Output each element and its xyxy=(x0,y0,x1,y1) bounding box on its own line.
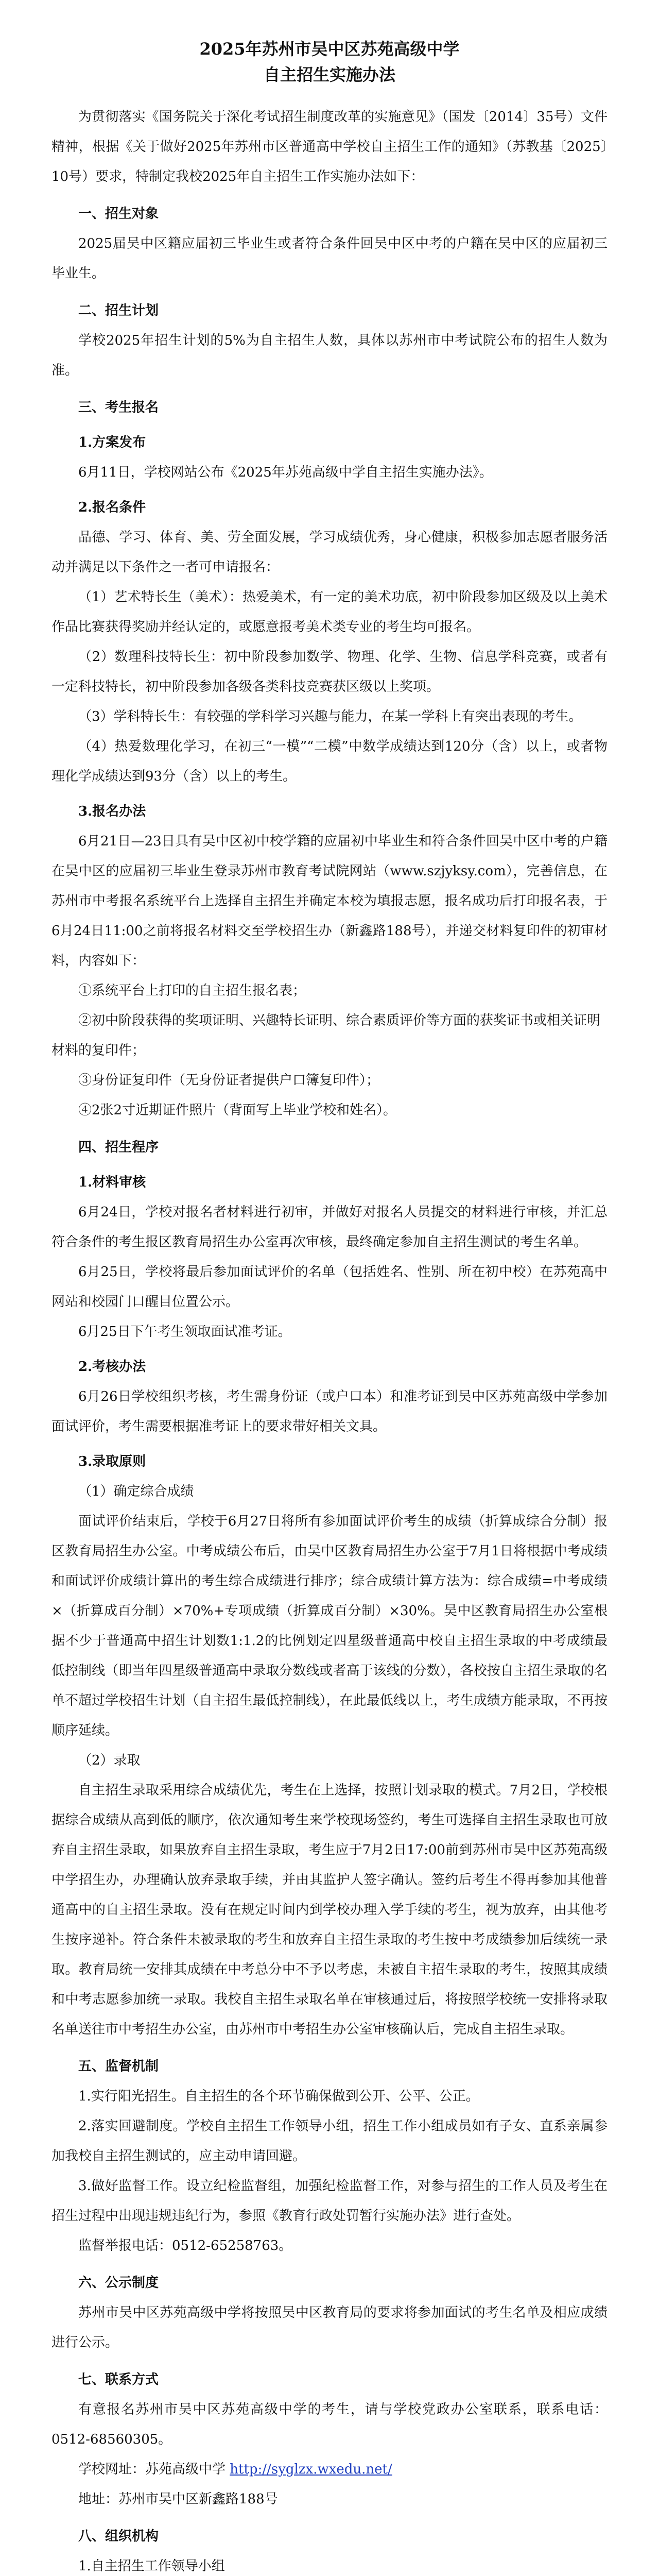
section-heading-publicity: 六、公示制度 xyxy=(78,2275,159,2291)
condition-item: （1）艺术特长生（美术）：热爱美术，有一定的美术功底，初中阶段参加区级及以上美术作品比赛获得奖励并经认定的，或愿意报考美术类专业的考生均可报名。 xyxy=(51,589,608,635)
material-item: ③身份证复印件（无身份证者提供户口簿复印件）； xyxy=(78,1073,380,1088)
supervision-item: 1.实行阳光招生。自主招生的各个环节确保做到公开、公平、公正。 xyxy=(78,2089,479,2104)
condition-item: （4）热爱数理化学习，在初三“一模”“二模”中数学成绩达到120分（含）以上，或者物理化学成绩达到93分（含）以上的考生。 xyxy=(51,739,608,784)
subheading-review: 1.材料审核 xyxy=(78,1175,146,1190)
rule-heading: （2）录取 xyxy=(78,1753,141,1768)
subheading-procedure: 3.报名办法 xyxy=(78,804,146,819)
section-heading-registration: 三、考生报名 xyxy=(78,400,159,415)
review-text: 6月25日下午考生领取面试准考证。 xyxy=(78,1324,291,1340)
subheading-plan-release: 1.方案发布 xyxy=(78,435,146,450)
conditions-intro: 品德、学习、体育、美、劳全面发展，学习成绩优秀，身心健康，积极参加志愿者服务活动并满足以下条件之一者可申请报名： xyxy=(51,530,608,575)
plan-release-text: 6月11日，学校网站公布《2025年苏苑高级中学自主招生实施办法》。 xyxy=(78,465,493,480)
section-heading-supervision: 五、监督机制 xyxy=(78,2059,159,2074)
section-heading-procedure: 四、招生程序 xyxy=(78,1140,159,1155)
subheading-conditions: 2.报名条件 xyxy=(78,500,146,515)
material-item: ④2张2寸近期证件照片（背面写上毕业学校和姓名）。 xyxy=(78,1103,397,1118)
section-heading-organization: 八、组织机构 xyxy=(78,2529,159,2544)
rule-text: 自主招生录取采用综合成绩优先，考生在上选择，按照计划录取的模式。7月2日，学校根据综合成绩从高到低的顺序，依次通知考生来学校现场签约，考生可选择自主招生录取也可放弃自主招生录取，如果放弃自主招生录取，考生应于7月2日17:00前到苏州市吴中区苏苑高级中学招生办，办理确认放弃录取手续，并由其监护人签字确认。签约后考生不得再参加其他普通高中的自主招生录取。没有在规定时间内到学校办理入学手续的考生，视为放弃，由其他考生按序递补。符合条件未被录取的考生和放弃自主招生录取的考生按中考成绩参加后续统一录取。教育局统一安排其成绩在中考总分中不予以考虑，未被自主招生录取的考生，按照其成绩和中考志愿参加统一录取。我校自主招生录取名单在审核通过后，将按照学校统一安排将录取名单送往市中考招生办公室，由苏州市中考招生办公室审核确认后，完成自主招生录取。 xyxy=(51,1783,608,2037)
supervision-item: 2.落实回避制度。学校自主招生工作领导小组，招生工作小组成员如有子女、直系亲属参加我校自主招生测试的，应主动申请回避。 xyxy=(51,2119,608,2164)
contact-text: 有意报名苏州市吴中区苏苑高级中学的考生，请与学校党政办公室联系，联系电话：0512-68560305。 xyxy=(51,2402,608,2447)
assessment-text: 6月26日学校组织考核，考生需身份证（或户口本）和准考证到吴中区苏苑高级中学参加面试评价，考生需要根据准考证上的要求带好相关文具。 xyxy=(51,1389,608,1434)
section-heading-plan: 二、招生计划 xyxy=(78,303,159,318)
material-item: ①系统平台上打印的自主招生报名表； xyxy=(78,983,306,998)
contact-address: 地址：苏州市吴中区新鑫路188号 xyxy=(78,2492,278,2507)
review-text: 6月25日，学校将最后参加面试评价的名单（包括姓名、性别、所在初中校）在苏苑高中网站和校园门口醒目位置公示。 xyxy=(51,1264,608,1310)
condition-item: （3）学科特长生：有较强的学科学习兴趣与能力，在某一学科上有突出表现的考生。 xyxy=(78,709,582,724)
condition-item: （2）数理科技特长生：初中阶段参加数学、物理、化学、生物、信息学科竞赛，或者有一定科技特长，初中阶段参加各级各类科技竞赛获区级以上奖项。 xyxy=(51,649,608,694)
website-label: 学校网址：苏苑高级中学 xyxy=(78,2462,226,2477)
website-link[interactable]: http://syglzx.wxedu.net/ xyxy=(230,2462,392,2477)
recruit-target-text: 2025届吴中区籍应届初三毕业生或者符合条件回吴中区中考的户籍在吴中区的应届初三毕业生。 xyxy=(51,236,608,281)
subheading-assessment: 2.考核办法 xyxy=(78,1359,146,1375)
document-title: 2025年苏州市吴中区苏苑高级中学 xyxy=(199,39,460,59)
document-subtitle: 自主招生实施办法 xyxy=(263,65,395,84)
procedure-text: 6月21日—23日具有吴中区初中校学籍的应届初中毕业生和符合条件回吴中区中考的户籍在吴中区的应届初三毕业生登录苏州市教育考试院网站（www.szjyksy.com），完善信息，在苏州市中考报名系统平台上选择自主招生并确定本校为填报志愿，报名成功后打印报名表，于6月24日11:00之前将报名材料交至学校招生办（新鑫路188号），并递交材料复印件的初审材料，内容如下： xyxy=(51,834,608,969)
material-item: ②初中阶段获得的奖项证明、兴趣特长证明、综合素质评价等方面的获奖证书或相关证明材料的复印件； xyxy=(51,1013,601,1058)
plan-text: 学校2025年招生计划的5%为自主招生人数，具体以苏州市中考试院公布的招生人数为准。 xyxy=(51,333,608,378)
subheading-admission-rules: 3.录取原则 xyxy=(78,1454,146,1469)
document-page xyxy=(51,0,608,2576)
report-phone: 监督举报电话：0512-65258763。 xyxy=(78,2238,292,2253)
section-heading-contact: 七、联系方式 xyxy=(78,2372,159,2387)
intro-paragraph: 为贯彻落实《国务院关于深化考试招生制度改革的实施意见》（国发〔2014〕35号）文件精神，根据《关于做好2025年苏州市区普通高中学校自主招生工作的通知》（苏教基〔2025〕10号）要求，特制定我校2025年自主招生工作实施办法如下： xyxy=(51,109,608,184)
publicity-text: 苏州市吴中区苏苑高级中学将按照吴中区教育局的要求将参加面试的考生名单及相应成绩进行公示。 xyxy=(51,2305,608,2350)
rule-heading: （1）确定综合成绩 xyxy=(78,1484,194,1499)
supervision-item: 3.做好监督工作。设立纪检监督组，加强纪检监督工作，对参与招生的工作人员及考生在招生过程中出现违规违纪行为，参照《教育行政处罚暂行实施办法》进行查处。 xyxy=(51,2178,608,2224)
section-heading-recruit-target: 一、招生对象 xyxy=(78,206,159,222)
contact-website xyxy=(51,2454,608,2484)
org-group-title: 1.自主招生工作领导小组 xyxy=(78,2558,225,2574)
review-text: 6月24日，学校对报名者材料进行初审，并做好对报名人员提交的材料进行审核，并汇总符合条件的考生报区教育局招生办公室再次审核，最终确定参加自主招生测试的考生名单。 xyxy=(51,1205,608,1250)
rule-text: 面试评价结束后，学校于6月27日将所有参加面试评价考生的成绩（折算成综合分制）报区教育局招生办公室。中考成绩公布后，由吴中区教育局招生办公室于7月1日将根据中考成绩和面试评价成绩计算出的考生综合成绩进行排序；综合成绩计算方法为：综合成绩=中考成绩×（折算成百分制）×70%+专项成绩（折算成百分制）×30%。吴中区教育局招生办公室根据不少于普通高中招生计划数1:1.2的比例划定四星级普通高中校自主招生录取的中考成绩最低控制线（即当年四星级普通高中录取分数线或者高于该线的分数），各校按自主招生录取的名单不超过学校招生计划（自主招生最低控制线），在此最低线以上，考生成绩方能录取，不再按顺序延续。 xyxy=(51,1514,608,1738)
